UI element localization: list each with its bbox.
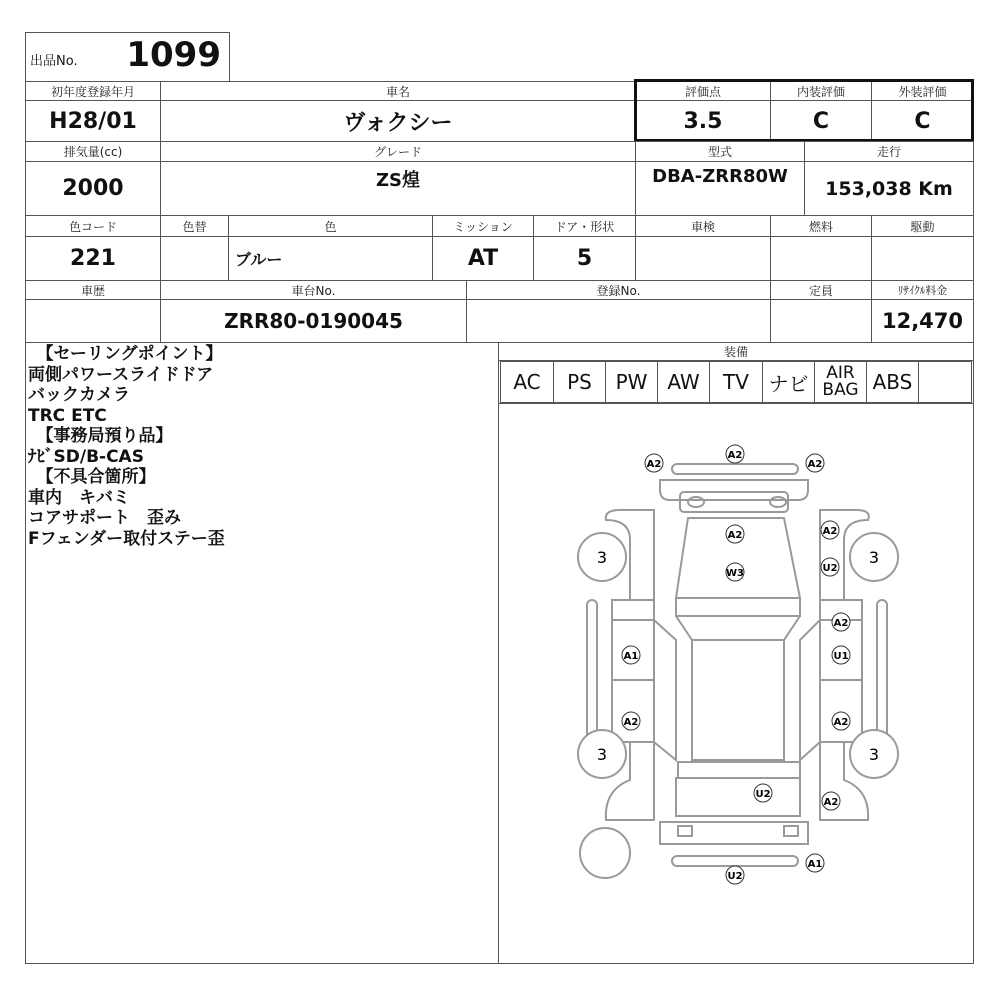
svg-text:A2: A2 (646, 459, 662, 470)
car-name-header: 車名 (160, 81, 636, 101)
equipment-navi: ナビ (763, 362, 815, 402)
history-header: 車歴 (25, 280, 161, 300)
note-line: 両側パワースライドドア (28, 364, 214, 385)
score-header: 評価点 (635, 81, 771, 101)
spare-tire (580, 828, 630, 878)
lot-number-value: 1099 (126, 35, 221, 75)
svg-text:3: 3 (596, 745, 608, 764)
note-line: 【事務局預り品】 (28, 426, 173, 446)
mission-value: AT (432, 236, 534, 281)
mission-header: ミッション (432, 215, 534, 237)
svg-text:A2: A2 (807, 459, 823, 470)
airbag-line2: BAG (822, 380, 859, 400)
note-line: Fフェンダー取付ステー歪 (28, 528, 225, 549)
svg-text:A1: A1 (623, 651, 639, 662)
car-outline (587, 464, 887, 866)
exterior-value: C (871, 100, 974, 142)
damage-mark (726, 866, 744, 884)
damage-mark (821, 521, 839, 539)
grade-value: ZS煌 (160, 161, 636, 216)
tire-rear-right (850, 730, 898, 778)
note-line: 車内 キバミ (28, 487, 130, 508)
tire-rear-left (578, 730, 626, 778)
tire-front-right (850, 533, 898, 581)
damage-marks (622, 445, 850, 884)
svg-text:A2: A2 (833, 618, 849, 629)
damage-mark (622, 712, 640, 730)
interior-value: C (770, 100, 872, 142)
svg-text:3: 3 (868, 548, 880, 567)
fuel-header: 燃料 (770, 215, 872, 237)
svg-text:A2: A2 (823, 797, 839, 808)
damage-mark (622, 646, 640, 664)
color-change-header: 色替 (160, 215, 229, 237)
equipment-aw: AW (658, 362, 710, 402)
svg-text:A1: A1 (807, 859, 823, 870)
damage-mark (726, 445, 744, 463)
door-value: 5 (533, 236, 636, 281)
drive-header: 駆動 (871, 215, 974, 237)
svg-text:A2: A2 (623, 717, 639, 728)
reg-no-header: 登録No. (466, 280, 771, 300)
first-reg-header: 初年度登録年月 (25, 81, 161, 101)
svg-text:U2: U2 (822, 563, 838, 574)
chassis-header: 車台No. (160, 280, 467, 300)
equipment-header: 装備 (498, 342, 974, 361)
svg-text:3: 3 (596, 548, 608, 567)
mileage-value: 153,038 Km (804, 161, 974, 216)
equipment-ps: PS (554, 362, 606, 402)
note-line: 【セーリングポイント】 (28, 344, 223, 364)
note-line: ﾅﾋﾞSD/B-CAS (28, 446, 144, 467)
note-line: 【不具合箇所】 (28, 467, 156, 487)
svg-text:U2: U2 (727, 871, 743, 882)
inspection-header: 車検 (635, 215, 771, 237)
damage-mark (832, 712, 850, 730)
note-line: コアサポート 歪み (28, 508, 181, 528)
mileage-header: 走行 (804, 141, 974, 162)
color-value: ブルー (228, 236, 433, 281)
svg-text:A2: A2 (833, 717, 849, 728)
car-name-value: ヴォクシー (160, 100, 636, 142)
door-header: ドア・形状 (533, 215, 636, 237)
chassis-value: ZRR80-0190045 (160, 299, 467, 343)
interior-header: 内装評価 (770, 81, 872, 101)
displacement-value: 2000 (25, 161, 161, 216)
first-reg-value: H28/01 (25, 100, 161, 142)
note-line: TRC ETC (28, 405, 107, 426)
recycle-value: 12,470 (871, 299, 974, 343)
color-header: 色 (228, 215, 433, 237)
displacement-header: 排気量(cc) (25, 141, 161, 162)
note-line: バックカメラ (28, 385, 130, 405)
damage-mark (822, 792, 840, 810)
exterior-header: 外装評価 (871, 81, 974, 101)
svg-text:U2: U2 (755, 789, 771, 800)
svg-text:A2: A2 (822, 526, 838, 537)
svg-text:W3: W3 (726, 568, 744, 579)
airbag-line1: AIR (826, 363, 855, 383)
damage-mark (754, 784, 772, 802)
color-code-header: 色コード (25, 215, 161, 237)
damage-mark (832, 613, 850, 631)
recycle-header: ﾘｻｲｸﾙ料金 (871, 280, 974, 300)
damage-mark (726, 563, 744, 581)
damage-mark (645, 454, 663, 472)
model-value: DBA-ZRR80W (635, 161, 805, 216)
equipment-abs: ABS (867, 362, 919, 402)
svg-text:3: 3 (868, 745, 880, 764)
damage-mark (806, 854, 824, 872)
damage-mark (806, 454, 824, 472)
equipment-tv: TV (710, 362, 763, 402)
capacity-header: 定員 (770, 280, 872, 300)
damage-mark (726, 525, 744, 543)
damage-mark (821, 558, 839, 576)
model-header: 型式 (635, 141, 805, 162)
score-value: 3.5 (635, 100, 771, 142)
svg-text:A2: A2 (727, 530, 743, 541)
svg-text:U1: U1 (833, 651, 849, 662)
color-code-value: 221 (25, 236, 161, 281)
lot-number-label: 出品No. (30, 54, 78, 69)
damage-mark (832, 646, 850, 664)
equipment-ac: AC (501, 362, 554, 402)
tire-front-left (578, 533, 626, 581)
svg-text:A2: A2 (727, 450, 743, 461)
equipment-pw: PW (606, 362, 658, 402)
grade-header: グレード (160, 141, 636, 162)
